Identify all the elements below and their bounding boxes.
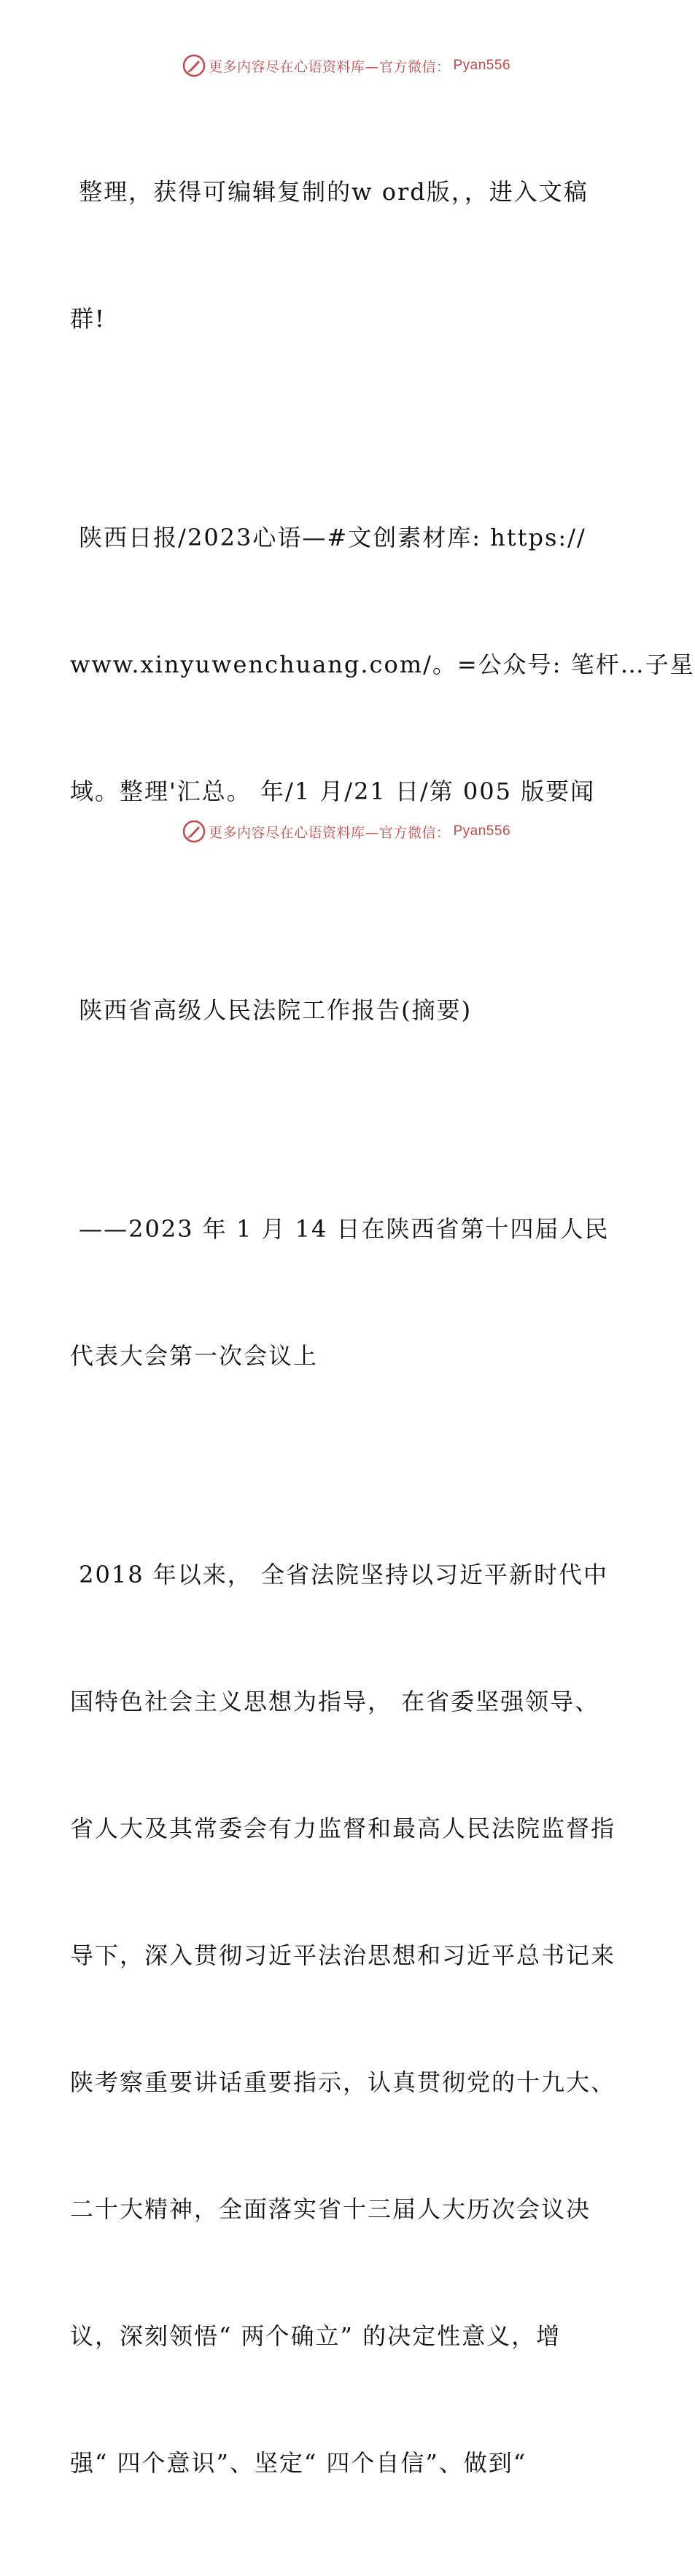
text-line: 导下，深入贯彻习近平法治思想和习近平总书记来 [70, 1941, 616, 1969]
text-line: 国特色社会主义思想为指导， 在省委坚强领导、 [70, 1688, 600, 1715]
text-line: 陕西省高级人民法院工作报告(摘要) [70, 996, 473, 1024]
text-line: 议，深刻领悟“ 两个确立” 的决定性意义，增 [70, 2322, 562, 2350]
watermark-wechat-id: Pyan556 [453, 823, 511, 839]
watermark-banner [182, 54, 510, 77]
header-watermark [0, 51, 693, 80]
document-subtitle [70, 1123, 624, 1462]
text-line: 代表大会第一次会议上 [70, 1342, 319, 1370]
paragraph-main [70, 1469, 624, 2569]
watermark-banner [182, 820, 510, 843]
text-line: 省人大及其常委会有力监督和最高人民法院监督指 [70, 1815, 616, 1842]
text-line: 群! [70, 305, 106, 333]
text-line: 2018 年以来， 全省法院坚持以习近平新时代中 [70, 1561, 608, 1588]
text-line: 二十大精神，全面落实省十三届人大历次会议决 [70, 2195, 591, 2223]
document-title [70, 904, 624, 1116]
document-body [70, 86, 695, 2576]
text-line: ——2023 年 1 月 14 日在陕西省第十四届人民 [70, 1215, 610, 1243]
text-line: 陕西日报/2023心语—#文创素材库: https:// [70, 524, 586, 551]
text-line: www.xinyuwenchuang.com/。=公众号: 笔杆…子星 [70, 651, 695, 678]
watermark-wechat-id: Pyan556 [453, 58, 511, 73]
footer-watermark [0, 817, 693, 846]
text-line: 域。整理'汇总。 年/1 月/21 日/第 005 版要闻 [70, 777, 596, 805]
text-line: 强“ 四个意识”、坚定“ 四个自信”、做到“ [70, 2449, 527, 2477]
text-line: 整理，获得可编辑复制的w ord版，，进入文稿 [70, 178, 589, 206]
quill-logo-icon [182, 54, 206, 77]
watermark-text: 更多内容尽在心语资料库—官方微信： [208, 824, 451, 841]
quill-logo-icon [182, 820, 206, 843]
watermark-text: 更多内容尽在心语资料库—官方微信： [208, 58, 451, 75]
paragraph-intro [70, 86, 624, 424]
text-line: 陕考察重要讲话重要指示，认真贯彻党的十九大、 [70, 2068, 616, 2096]
